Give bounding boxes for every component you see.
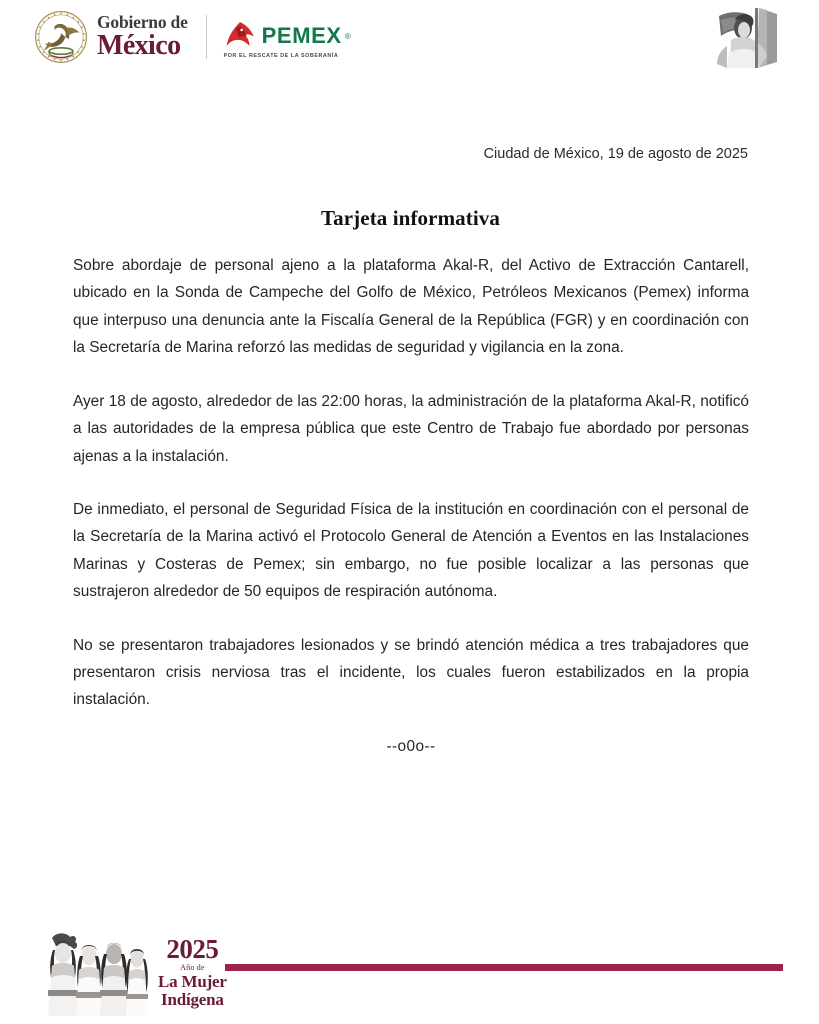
- pemex-tagline: POR EL RESCATE DE LA SOBERANÍA: [223, 53, 339, 59]
- pemex-logo-row: [223, 21, 351, 51]
- document-date: Ciudad de México, 19 de agosto de 2025: [483, 146, 748, 162]
- paragraph-1: Sobre abordaje de personal ajeno a la plataforma Akal-R, del Activo de Extracción Cantarell, ubicado en la Sonda de Campeche del Golfo de México, Petróleos Mexicanos (Pemex) informa que interpuso una denuncia ante la Fiscalía General de la República (FGR) y en coordinación con la Secretaría de Marina reforzó las medidas de seguridad y vigilancia en la zona.: [73, 257, 749, 357]
- footer-accent-bar: [225, 964, 783, 971]
- page-footer: [0, 912, 819, 1024]
- gobierno-label: Gobierno de: [97, 11, 188, 32]
- document-body: [73, 252, 749, 756]
- registered-mark: ®: [344, 31, 351, 41]
- campaign-line-1: La Mujer: [158, 972, 227, 991]
- campaign-line-2: Indígena: [161, 990, 224, 1009]
- mexico-label: México: [97, 30, 181, 62]
- government-wordmark: [97, 11, 188, 62]
- page-title: Tarjeta informativa: [320, 206, 500, 230]
- pemex-wordmark: PEMEX: [261, 23, 342, 48]
- header-divider: [206, 15, 207, 59]
- footer-campaign-logo: [42, 928, 227, 1016]
- paragraph-2: Ayer 18 de agosto, alrededor de las 22:00 horas, la administración de la plataforma Akal-R, notificó a las autoridades de la empresa pública que este Centro de Trabajo fue abordado por personas ajenas a la instalación.: [73, 392, 749, 465]
- government-branding: [34, 9, 351, 65]
- campaign-wordmark: [158, 933, 227, 1016]
- pemex-eagle-icon: [223, 21, 257, 51]
- closing-mark: --o0o--: [386, 737, 436, 755]
- patriotic-flag-figure-emblem-icon: [697, 6, 783, 78]
- page-header: [0, 0, 819, 92]
- campaign-year: 2025: [166, 933, 219, 964]
- paragraph-3: De inmediato, el personal de Seguridad Física de la institución en coordinación con el personal de la Secretaría de la Marina activó el Protocolo General de Atención a Eventos en las Instalaciones Marinas y Costeras de Pemex; sin embargo, no fue posible localizar a las personas que sustrajeron alrededor de 50 equipos de respiración autónoma.: [73, 500, 749, 601]
- mexican-national-seal-icon: [34, 10, 88, 64]
- indigenous-women-illustration-icon: [42, 930, 154, 1016]
- paragraph-4: No se presentaron trabajadores lesionados y se brindó atención médica a tres trabajadores que presentaron crisis nerviosa tras el incidente, los cuales fueron estabilizados en la propia instalación.: [73, 636, 749, 709]
- pemex-branding: [223, 15, 351, 59]
- campaign-subtitle: Año de: [180, 962, 205, 972]
